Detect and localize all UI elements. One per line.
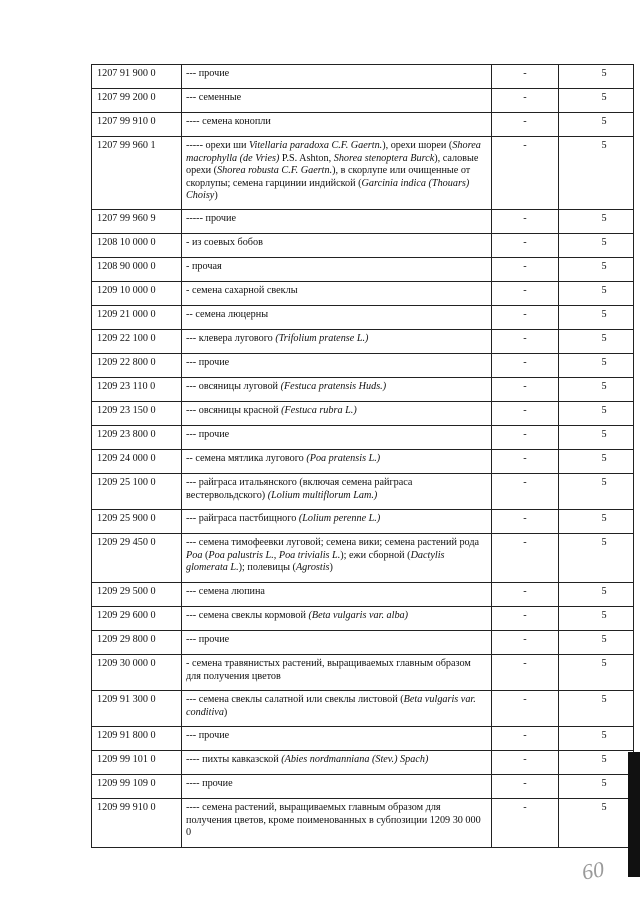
species-name: (Festuca rubra L.): [281, 405, 357, 416]
cell-duty-rate: [559, 534, 634, 583]
cell-code: 1209 99 910 0: [92, 799, 182, 848]
description-text: --- прочие: [186, 429, 230, 440]
description-text: --- прочие: [186, 634, 230, 645]
cell-duty-rate: [559, 402, 634, 426]
cell-description: [182, 691, 492, 727]
table-row: [92, 210, 634, 234]
table-row: [92, 306, 634, 330]
cell-additional-unit: -: [492, 426, 559, 450]
cell-duty-rate: [559, 258, 634, 282]
description-text: --- райграса итальянского (включая семена райграса вестервольдского): [186, 477, 413, 501]
cell-code: 1209 99 109 0: [92, 775, 182, 799]
table-row: [92, 258, 634, 282]
cell-code: 1209 29 800 0: [92, 631, 182, 655]
cell-code: 1209 29 600 0: [92, 607, 182, 631]
description-text: --- овсяницы красной: [186, 405, 282, 416]
cell-description: [182, 210, 492, 234]
cell-duty-rate: [559, 330, 634, 354]
species-name: Dactylis glomerata L.: [186, 549, 445, 574]
cell-description: [182, 137, 492, 210]
table-row: [92, 655, 634, 691]
cell-duty-rate: [559, 354, 634, 378]
description-text: ): [329, 562, 333, 574]
duty-rate-value: 5: [601, 405, 607, 416]
description-text: ): [223, 706, 228, 718]
duty-rate-value: 5: [601, 586, 607, 597]
cell-code: 1208 90 000 0: [92, 258, 182, 282]
cell-additional-unit: -: [492, 137, 559, 210]
cell-description: [182, 607, 492, 631]
species-name: (Lolium multiflorum Lam.): [267, 489, 378, 501]
duty-rate-value: 5: [601, 261, 607, 272]
duty-rate-value: 5: [601, 754, 607, 765]
cell-description: [182, 330, 492, 354]
description-text: --- прочие: [186, 68, 230, 79]
table-row: [92, 534, 634, 583]
cell-additional-unit: -: [492, 799, 559, 848]
description-text: ---- прочие: [186, 778, 233, 789]
table-row: [92, 402, 634, 426]
cell-additional-unit: -: [492, 210, 559, 234]
cell-code: 1209 23 110 0: [92, 378, 182, 402]
duty-rate-value: 5: [601, 213, 607, 224]
duty-rate-value: 5: [601, 694, 607, 705]
table-row: [92, 354, 634, 378]
description-text: - из соевых бобов: [186, 237, 263, 248]
cell-duty-rate: [559, 727, 634, 751]
cell-additional-unit: -: [492, 306, 559, 330]
species-name: (Festuca pratensis Huds.): [280, 381, 387, 392]
description-text: --- семена свеклы кормовой: [186, 610, 309, 621]
description-text: ----- орехи ши: [186, 140, 250, 151]
cell-additional-unit: -: [492, 450, 559, 474]
table-row: [92, 474, 634, 510]
cell-description: [182, 534, 492, 583]
species-name: Shorea stenoptera Burck: [333, 152, 435, 164]
cell-additional-unit: -: [492, 727, 559, 751]
species-name: Shorea macrophylla (de Vries): [186, 140, 481, 164]
cell-additional-unit: -: [492, 775, 559, 799]
cell-description: [182, 378, 492, 402]
duty-rate-value: 5: [601, 610, 607, 621]
duty-rate-value: 5: [601, 309, 607, 320]
species-name: Beta vulgaris var. conditiva: [186, 694, 476, 718]
cell-duty-rate: [559, 306, 634, 330]
cell-duty-rate: [559, 113, 634, 137]
cell-duty-rate: [559, 775, 634, 799]
cell-additional-unit: -: [492, 510, 559, 534]
cell-additional-unit: -: [492, 607, 559, 631]
cell-code: 1209 91 800 0: [92, 727, 182, 751]
description-text: - прочая: [186, 261, 222, 272]
cell-description: [182, 354, 492, 378]
tariff-table-body: [92, 65, 634, 848]
cell-code: 1209 30 000 0: [92, 655, 182, 691]
cell-duty-rate: [559, 89, 634, 113]
table-row: [92, 378, 634, 402]
description-text: ----- прочие: [186, 213, 236, 224]
cell-additional-unit: -: [492, 234, 559, 258]
description-text: --- овсяницы луговой: [186, 381, 281, 392]
description-text: ); ежи сборной (: [340, 549, 411, 561]
species-name: Shorea robusta C.F. Gaertn.: [217, 165, 333, 177]
cell-description: [182, 402, 492, 426]
cell-duty-rate: [559, 510, 634, 534]
cell-description: [182, 751, 492, 775]
scan-edge-mark: [628, 752, 640, 877]
table-row: [92, 234, 634, 258]
description-text: ---- пихты кавказской: [186, 754, 282, 765]
description-text: --- райграса пастбищного: [186, 513, 299, 524]
cell-description: [182, 282, 492, 306]
cell-code: 1207 99 200 0: [92, 89, 182, 113]
description-text: --- клевера лугового: [186, 333, 276, 344]
table-row: [92, 65, 634, 89]
species-name: (Abies nordmanniana (Stev.) Spach): [281, 754, 429, 765]
table-row: [92, 426, 634, 450]
cell-code: 1209 91 300 0: [92, 691, 182, 727]
cell-duty-rate: [559, 691, 634, 727]
cell-duty-rate: [559, 631, 634, 655]
cell-additional-unit: -: [492, 258, 559, 282]
table-row: [92, 330, 634, 354]
cell-additional-unit: -: [492, 354, 559, 378]
cell-description: [182, 426, 492, 450]
cell-duty-rate: [559, 426, 634, 450]
duty-rate-value: 5: [601, 453, 607, 464]
cell-duty-rate: [559, 282, 634, 306]
cell-description: [182, 799, 492, 848]
description-text: -- семена мятлика лугового: [186, 453, 307, 464]
cell-code: 1209 21 000 0: [92, 306, 182, 330]
species-name: (Beta vulgaris var. alba): [308, 610, 409, 621]
cell-description: [182, 306, 492, 330]
cell-description: [182, 583, 492, 607]
cell-description: [182, 775, 492, 799]
description-text: - семена травянистых растений, выращиваемых главным образом для получения цветов: [186, 658, 471, 682]
cell-duty-rate: [559, 607, 634, 631]
duty-rate-value: 5: [601, 116, 607, 127]
cell-additional-unit: -: [492, 583, 559, 607]
table-row: [92, 691, 634, 727]
duty-rate-value: 5: [601, 381, 607, 392]
table-row: [92, 510, 634, 534]
cell-description: [182, 234, 492, 258]
description-text: (: [202, 549, 209, 561]
cell-code: 1209 23 800 0: [92, 426, 182, 450]
duty-rate-value: 5: [601, 537, 607, 548]
cell-code: 1209 22 100 0: [92, 330, 182, 354]
species-name: Poa palustris L., Poa trivialis L.: [208, 549, 341, 561]
description-text: -- семена люцерны: [186, 309, 269, 320]
cell-code: 1209 24 000 0: [92, 450, 182, 474]
table-row: [92, 113, 634, 137]
description-text: ---- семена конопли: [186, 116, 271, 127]
cell-code: 1209 10 000 0: [92, 282, 182, 306]
cell-duty-rate: [559, 583, 634, 607]
cell-additional-unit: -: [492, 655, 559, 691]
cell-code: 1209 25 100 0: [92, 474, 182, 510]
duty-rate-value: 5: [601, 140, 607, 151]
cell-duty-rate: [559, 378, 634, 402]
cell-additional-unit: -: [492, 751, 559, 775]
duty-rate-value: 5: [601, 802, 607, 813]
description-text: ), в скорлупе или очищенные от скорлупы; семена гарцинии индийской (: [186, 165, 471, 189]
description-text: --- семенные: [186, 92, 242, 103]
table-row: [92, 607, 634, 631]
duty-rate-value: 5: [601, 634, 607, 645]
table-row: [92, 89, 634, 113]
duty-rate-value: 5: [601, 68, 607, 79]
table-row: [92, 631, 634, 655]
cell-additional-unit: -: [492, 474, 559, 510]
cell-description: [182, 631, 492, 655]
description-text: --- семена свеклы салатной или свеклы листовой (: [186, 694, 404, 705]
cell-duty-rate: [559, 799, 634, 848]
description-text: ---- семена растений, выращиваемых главным образом для получения цветов, кроме поименованных в субпозиции 1209 30 000 0: [186, 802, 481, 839]
cell-additional-unit: -: [492, 113, 559, 137]
species-name: (Poa pratensis L.): [306, 453, 381, 464]
table-row: [92, 450, 634, 474]
cell-description: [182, 258, 492, 282]
cell-code: 1209 23 150 0: [92, 402, 182, 426]
cell-code: 1209 99 101 0: [92, 751, 182, 775]
cell-duty-rate: [559, 751, 634, 775]
duty-rate-value: 5: [601, 285, 607, 296]
description-text: ), саловые орехи (: [186, 152, 479, 177]
cell-description: [182, 474, 492, 510]
cell-code: 1208 10 000 0: [92, 234, 182, 258]
cell-additional-unit: -: [492, 65, 559, 89]
cell-code: 1209 25 900 0: [92, 510, 182, 534]
duty-rate-value: 5: [601, 92, 607, 103]
cell-description: [182, 655, 492, 691]
description-text: ), орехи шореи (: [382, 140, 453, 151]
species-name: (Lolium perenne L.): [298, 513, 381, 524]
table-row: [92, 799, 634, 848]
duty-rate-value: 5: [601, 513, 607, 524]
cell-code: 1209 29 500 0: [92, 583, 182, 607]
cell-duty-rate: [559, 137, 634, 210]
duty-rate-value: 5: [601, 333, 607, 344]
cell-additional-unit: -: [492, 691, 559, 727]
cell-code: 1207 99 960 9: [92, 210, 182, 234]
cell-code: 1209 22 800 0: [92, 354, 182, 378]
table-row: [92, 282, 634, 306]
cell-additional-unit: -: [492, 89, 559, 113]
cell-duty-rate: [559, 234, 634, 258]
cell-additional-unit: -: [492, 402, 559, 426]
cell-additional-unit: -: [492, 631, 559, 655]
cell-duty-rate: [559, 474, 634, 510]
description-text: - семена сахарной свеклы: [186, 285, 298, 296]
species-name: Agrostis: [295, 562, 330, 574]
table-row: [92, 775, 634, 799]
description-text: P.S. Ashton,: [279, 152, 334, 164]
description-text: ); полевицы (: [238, 562, 296, 574]
table-row: [92, 137, 634, 210]
cell-duty-rate: [559, 655, 634, 691]
species-name: (Trifolium pratense L.): [275, 333, 369, 344]
duty-rate-value: 5: [601, 658, 607, 669]
page-number: 60: [579, 856, 606, 885]
description-text: --- семена люпина: [186, 586, 265, 597]
species-name: Vitellaria paradoxa C.F. Gaertn.: [249, 140, 383, 151]
table-row: [92, 583, 634, 607]
cell-duty-rate: [559, 450, 634, 474]
species-name: Poa: [186, 549, 203, 561]
description-text: --- семена тимофеевки луговой; семена вики; семена растений рода: [186, 537, 480, 548]
description-text: ): [214, 190, 218, 202]
duty-rate-value: 5: [601, 237, 607, 248]
cell-duty-rate: [559, 210, 634, 234]
species-name: Garcinia indica (Thouars) Choisy: [186, 177, 470, 202]
cell-duty-rate: [559, 65, 634, 89]
cell-additional-unit: -: [492, 378, 559, 402]
table-row: [92, 727, 634, 751]
description-text: --- прочие: [186, 357, 230, 368]
cell-description: [182, 450, 492, 474]
cell-description: [182, 113, 492, 137]
cell-code: 1207 99 960 1: [92, 137, 182, 210]
tariff-table: [91, 64, 634, 848]
cell-code: 1207 99 910 0: [92, 113, 182, 137]
description-text: --- прочие: [186, 730, 230, 741]
cell-code: 1209 29 450 0: [92, 534, 182, 583]
cell-additional-unit: -: [492, 282, 559, 306]
duty-rate-value: 5: [601, 778, 607, 789]
cell-description: [182, 510, 492, 534]
duty-rate-value: 5: [601, 730, 607, 741]
cell-description: [182, 89, 492, 113]
cell-additional-unit: -: [492, 534, 559, 583]
duty-rate-value: 5: [601, 357, 607, 368]
cell-description: [182, 65, 492, 89]
duty-rate-value: 5: [601, 477, 607, 488]
table-row: [92, 751, 634, 775]
cell-additional-unit: -: [492, 330, 559, 354]
duty-rate-value: 5: [601, 429, 607, 440]
cell-code: 1207 91 900 0: [92, 65, 182, 89]
cell-description: [182, 727, 492, 751]
